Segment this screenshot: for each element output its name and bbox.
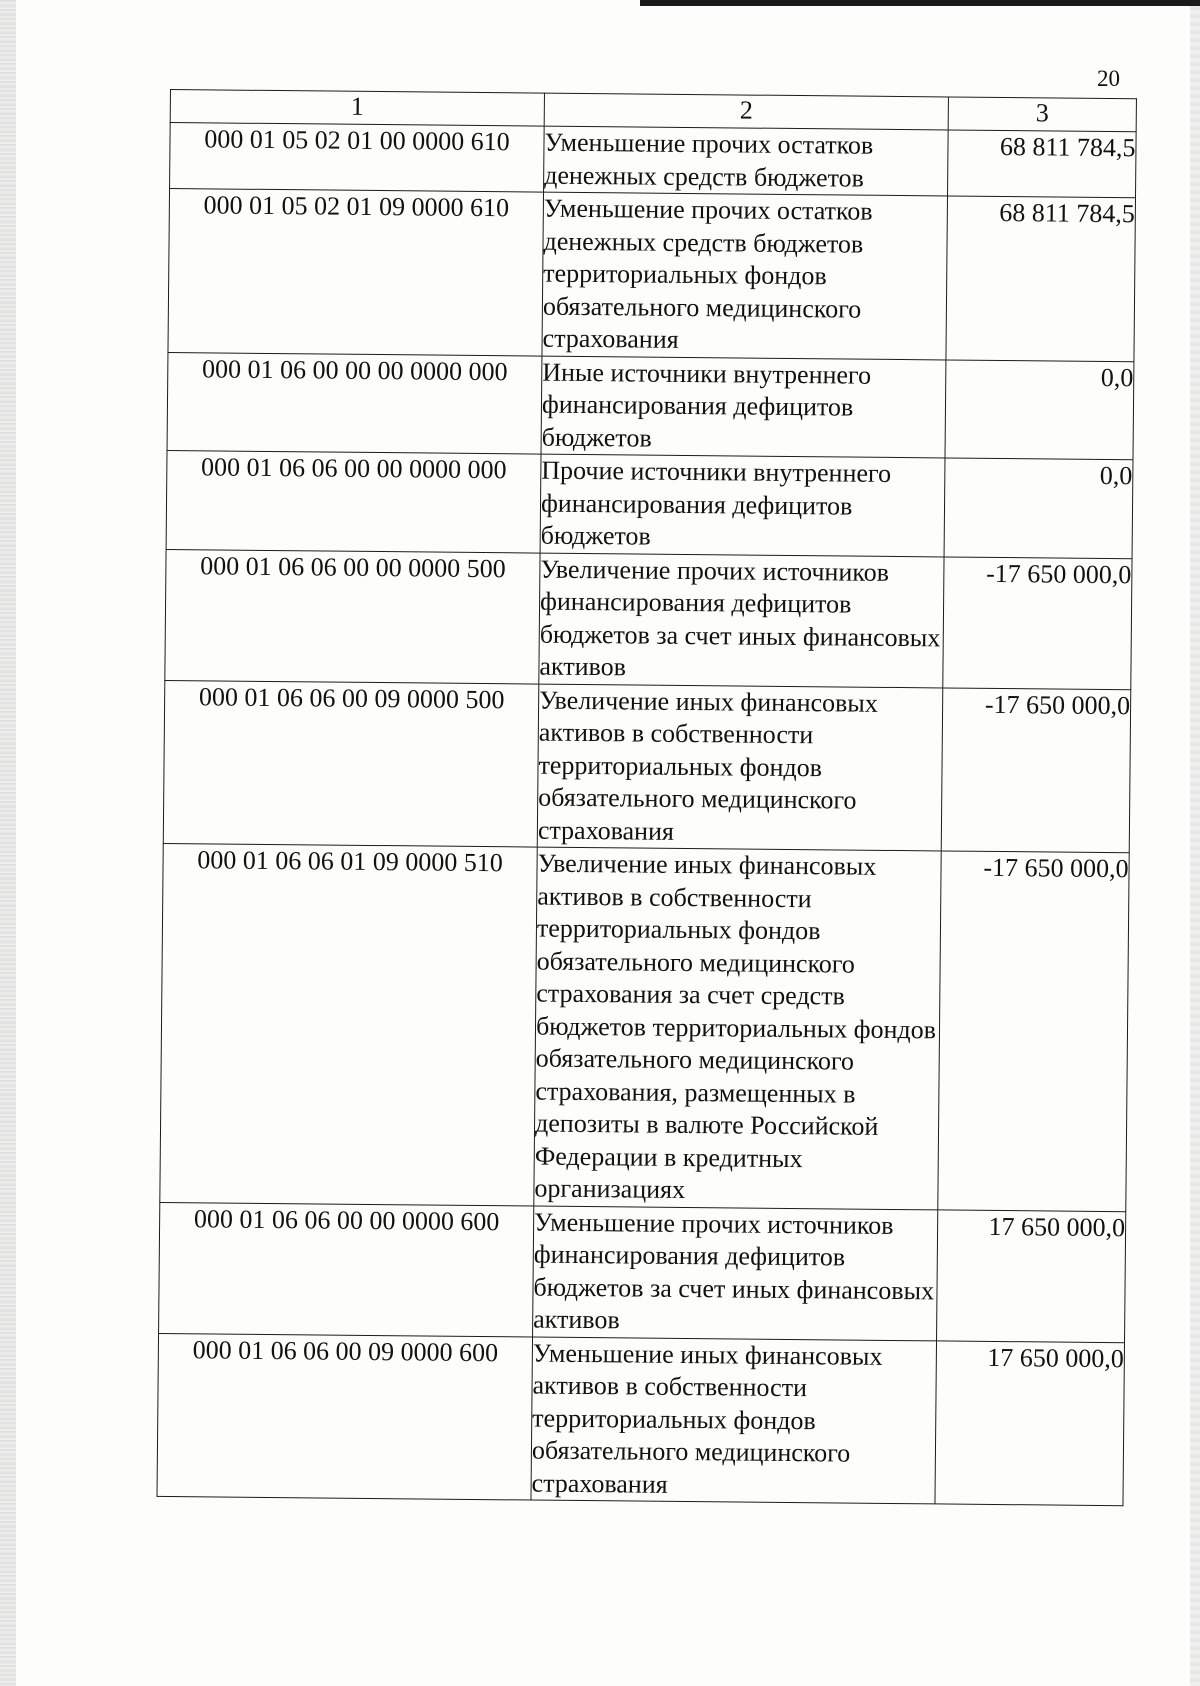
budget-code-cell: 000 01 06 06 01 09 0000 510 [160,843,537,1205]
source-name-cell: Прочие источники внутреннего финансирования дефицитов бюджетов [540,454,945,556]
source-name-cell: Иные источники внутреннего финансирования дефицитов бюджетов [541,356,946,458]
source-name-cell: Уменьшение прочих источников финансирования дефицитов бюджетов за счет иных финансовых активов [533,1206,938,1341]
budget-code-cell: 000 01 06 06 00 00 0000 000 [166,450,541,552]
table-row [170,123,1137,198]
budget-code-cell: 000 01 06 06 00 09 0000 500 [163,680,539,847]
table-row [167,352,1134,460]
budget-code-cell: 000 01 06 00 00 00 0000 000 [167,352,542,454]
header-column-2: 2 [544,93,948,130]
budget-code-cell: 000 01 06 06 00 00 0000 600 [159,1202,534,1337]
amount-cell: -17 650 000,0 [938,851,1129,1211]
budget-code-cell: 000 01 06 06 00 00 0000 500 [165,549,540,684]
table-row [160,843,1129,1211]
amount-cell: -17 650 000,0 [941,687,1131,852]
scan-edge-right [1190,0,1200,1686]
table-row [163,680,1131,853]
scan-edge-left [0,0,16,1686]
amount-cell: 17 650 000,0 [937,1209,1126,1342]
source-name-cell: Увеличение прочих источников финансирования дефицитов бюджетов за счет иных финансовых активов [539,553,944,688]
budget-code-cell: 000 01 05 02 01 00 0000 610 [170,123,545,193]
source-name-cell: Уменьшение прочих остатков денежных средств бюджетов [544,126,949,196]
table-row [168,189,1136,362]
source-name-cell: Уменьшение иных финансовых активов в собственности территориальных фондов обязательного медицинского страхования [531,1337,937,1504]
page-number: 20 [1097,66,1120,91]
table-row [166,450,1133,558]
table-row [165,549,1132,689]
table-row [157,1333,1125,1506]
table-row [159,1202,1126,1342]
budget-code-cell: 000 01 06 06 00 09 0000 600 [157,1333,533,1500]
budget-sources-table [156,89,1136,1506]
amount-cell: 0,0 [944,458,1133,558]
scan-top-edge [640,0,1200,6]
amount-cell: -17 650 000,0 [943,556,1132,689]
source-name-cell: Уменьшение прочих остатков денежных средств бюджетов территориальных фондов обязательного медицинского страхования [542,192,948,359]
amount-cell: 17 650 000,0 [935,1340,1125,1505]
header-column-3: 3 [948,97,1136,132]
amount-cell: 68 811 784,5 [946,196,1136,361]
source-name-cell: Увеличение иных финансовых активов в собственности территориальных фондов обязательного медицинского страхования за счет средств бюджетов территориальных фондов обязательного медицинского страхования, размещенных в депозиты в валюте Российской Федерации в кредитных организациях [534,847,941,1209]
header-column-1: 1 [170,90,544,127]
budget-code-cell: 000 01 05 02 01 09 0000 610 [168,189,544,356]
amount-cell: 0,0 [945,359,1134,459]
source-name-cell: Увеличение иных финансовых активов в собственности территориальных фондов обязательного медицинского страхования [537,684,943,851]
amount-cell: 68 811 784,5 [948,130,1137,198]
